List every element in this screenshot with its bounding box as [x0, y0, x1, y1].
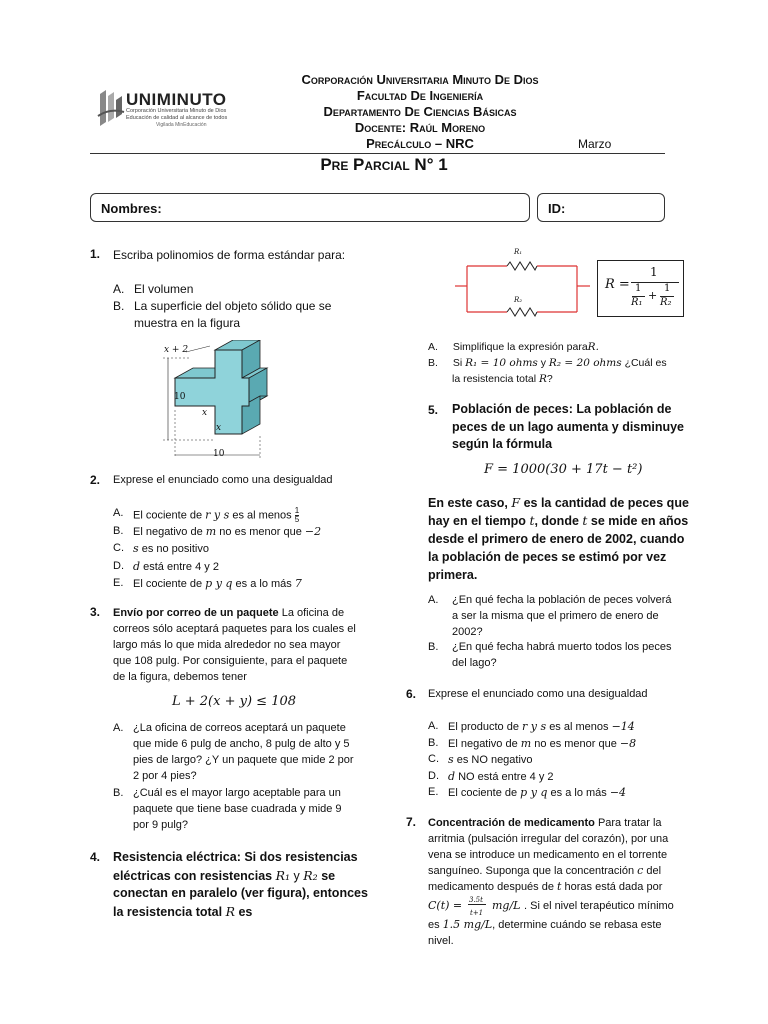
option-letter: E.: [428, 786, 439, 798]
q5-title: Población de peces:: [452, 402, 573, 416]
q3-line3: largo más lo que mida alrededor no sea mayor: [113, 639, 341, 651]
q4-r1: R₁: [275, 867, 291, 883]
q7-paragraph: [428, 815, 674, 949]
university-name: Corporación Universitaria Minuto De Dios: [301, 72, 539, 87]
option-value: −8: [619, 736, 637, 750]
option-frac-den: 5: [294, 515, 300, 524]
q5-t1: t: [529, 513, 535, 528]
q1-option-a-letter: A.: [113, 282, 125, 296]
q7-l8: . Si el nivel terapéutico mínimo: [524, 900, 674, 912]
option-post: no es menor que: [219, 525, 302, 538]
option-value: −4: [609, 786, 627, 799]
q7-l5: del: [646, 865, 662, 877]
option-pre: El negativo de: [448, 737, 518, 750]
logo-brand: UNIMINUTO: [126, 90, 227, 109]
q4-option-b-line2: [452, 371, 553, 387]
logo-line3: Vigilada MinEducación: [156, 122, 207, 128]
q4-line1: Resistencia eléctrica: Si dos resistencias: [113, 850, 358, 864]
q4-option-a: [428, 339, 599, 355]
teacher-name: Docente: Raúl Moreno: [354, 120, 486, 135]
option-pre: El cociente de: [448, 787, 518, 799]
q7-l3: vena se introduce un medicamento en el torrente: [428, 849, 668, 861]
option-var: s: [133, 542, 139, 555]
q2-option-a: [113, 506, 300, 524]
q5-paragraph: [452, 401, 684, 454]
q5-para-7: la población de peces se estimó por vez: [428, 550, 667, 564]
resistance-formula-box: [597, 260, 684, 317]
figure-label-height: 10: [174, 392, 186, 402]
q5-option-a-letter: A.: [428, 594, 439, 606]
q5-option-b-letter: B.: [428, 641, 439, 653]
q2-option-c: [113, 542, 209, 555]
q5-number: 5.: [428, 403, 439, 417]
q4-y: y: [293, 868, 300, 883]
option-letter: D.: [113, 559, 124, 572]
circuit-label-r1: R₁: [514, 248, 523, 256]
q7-title: Concentración de medicamento: [428, 817, 595, 829]
option-letter: B.: [113, 524, 124, 537]
university-logo: [96, 86, 258, 130]
q1-option-a: El volumen: [134, 282, 194, 296]
option-letter: D.: [428, 769, 439, 782]
formula-d1: 1: [635, 283, 642, 294]
q5-t2: t: [582, 513, 588, 528]
q5-a-line2: a ser la misma que el primero de enero de: [452, 610, 659, 622]
q4-line2: eléctricas con resistencias: [113, 868, 273, 883]
option-value: −14: [611, 720, 635, 733]
q7-l4: sanguíneo. Suponga que la concentración: [428, 865, 635, 877]
option-pre: El cociente de: [133, 509, 203, 522]
option-value: −2: [304, 524, 322, 538]
q7-l11: nivel.: [428, 935, 454, 947]
q7-c: c: [637, 864, 644, 877]
q4-option-b: [428, 355, 667, 371]
q3-option-a-letter: A.: [113, 722, 124, 734]
q7-l6: medicamento después de: [428, 881, 554, 893]
q2-option-e: [113, 577, 302, 590]
logo-emblem-icon: [96, 86, 126, 130]
circuit-label-r2: R₂: [514, 296, 523, 304]
q3-formula: L + 2(x + y) ≤ 108: [172, 694, 297, 709]
option-post: es al menos: [549, 721, 609, 733]
q2-option-d: [113, 559, 219, 573]
q1-option-b: La superficie del objeto sólido que se: [134, 299, 332, 313]
q5-para-3: hay en el tiempo: [428, 514, 526, 528]
figure-label-top: x + 2: [164, 345, 189, 355]
resistor-r2-icon: [507, 308, 537, 316]
q4-b-m1: R₁ = 10 ohms: [465, 357, 538, 369]
q4-R: R: [225, 903, 235, 919]
q5-formula: F = 1000(30 + 17t − t²): [484, 462, 643, 477]
q3-line1: La oficina de: [281, 607, 345, 619]
q4-b-post: ¿Cuál es: [624, 357, 667, 369]
q2-option-b: [113, 524, 322, 538]
name-field[interactable]: [90, 193, 530, 222]
q3-paragraph: [113, 605, 363, 685]
q3-a-line2: que mide 6 pulg de ancho, 8 pulg de alto y 5: [133, 738, 350, 750]
q4-a-text: Simplifique la expresión para: [452, 341, 588, 353]
q7-l9: es: [428, 919, 440, 931]
q6-option-c: [428, 753, 533, 766]
id-label: ID:: [548, 201, 566, 216]
q3-option-b-letter: B.: [113, 787, 124, 799]
q5-b-line1: ¿En qué fecha habrá muerto todos los peces: [452, 641, 672, 653]
formula-plus: +: [648, 289, 658, 302]
q6-option-e: [428, 786, 627, 799]
page-title: Pre Parcial N° 1: [320, 155, 448, 174]
q4-paragraph: [113, 849, 368, 921]
q5-line2: peces de un lago aumenta y disminuye: [452, 419, 685, 434]
option-var: r y s: [522, 720, 547, 733]
q7-l10: , determine cuándo se rebasa este: [492, 919, 662, 931]
option-var: r y s: [205, 508, 230, 522]
q4-b2-post: ?: [546, 373, 553, 385]
figure-label-inner1: x: [202, 408, 208, 418]
option-var: d: [133, 559, 141, 573]
q6-number: 6.: [406, 687, 417, 701]
formula-r1: R₁: [631, 297, 643, 308]
q2-number: 2.: [90, 473, 101, 487]
option-letter: A.: [428, 720, 439, 732]
q3-title: Envío por correo de un paquete: [113, 607, 279, 619]
option-letter: C.: [428, 753, 439, 765]
option-letter: B.: [428, 736, 439, 749]
q3-a-line3: pies de largo? ¿Y un paquete que mide 2 por: [133, 754, 354, 766]
formula-lhs: R =: [605, 277, 630, 292]
q3-b-line2: paquete que tiene base cuadrada y mide 9: [133, 803, 342, 815]
q3-b-line3: por 9 pulg?: [133, 819, 189, 831]
q3-a-line1: ¿La oficina de correos aceptará un paquete: [133, 722, 346, 734]
q5-para-2: es la cantidad de peces que: [523, 496, 689, 510]
q3-line5: de la figura, debemos tener: [113, 671, 247, 683]
q5-para-6: desde el primero de enero de 2002, cuando: [428, 532, 685, 546]
q7-frac-den: t+1: [470, 909, 484, 917]
option-var: m: [520, 736, 532, 750]
option-var: p y q: [520, 786, 548, 799]
option-letter: C.: [113, 542, 124, 554]
option-pre: El producto de: [448, 721, 519, 733]
option-post: es a lo más: [550, 787, 607, 799]
option-letter: E.: [113, 577, 124, 589]
id-field[interactable]: [537, 193, 665, 222]
q3-b-line1: ¿Cuál es el mayor largo aceptable para un: [133, 787, 341, 799]
q5-para-5: se mide en años: [590, 514, 689, 528]
q6-option-a: [428, 720, 635, 733]
q1-number: 1.: [90, 247, 101, 261]
q4-line4: la resistencia total: [113, 904, 223, 919]
q4-b-y: y: [540, 357, 546, 369]
q5-a-line3: 2002?: [452, 626, 483, 638]
option-post: no es menor que: [534, 737, 617, 750]
q1-option-b-letter: B.: [113, 299, 125, 313]
figure-label-width: 10: [213, 449, 225, 459]
option-frac-num: 1: [294, 506, 300, 515]
month-label: Marzo: [578, 137, 612, 151]
q5-explanation: [428, 494, 689, 584]
q4-option-a-letter: A.: [428, 341, 438, 353]
option-pre: El cociente de: [133, 578, 203, 590]
parallel-circuit-diagram: [455, 248, 590, 323]
q3-line2: correos sólo aceptará paquetes para los cuales el: [113, 623, 356, 635]
q7-t: t: [557, 880, 562, 893]
q5-para-1: En este caso,: [428, 496, 508, 510]
q4-b-m2: R₂ = 20 ohms: [548, 357, 622, 369]
option-pre: El negativo de: [133, 525, 203, 538]
q4-number: 4.: [90, 850, 101, 864]
q7-number: 7.: [406, 815, 417, 829]
q4-option-b-letter: B.: [428, 357, 438, 369]
q7-l1: Para tratar la: [597, 817, 662, 829]
option-var: m: [205, 524, 217, 538]
option-var: p y q: [205, 577, 233, 590]
option-var: d: [448, 769, 456, 783]
faculty-name: Facultad De Ingeniería: [356, 88, 484, 103]
q7-l2: arritmia (pulsación irregular del corazón), por una: [428, 833, 669, 845]
q5-b-line2: del lago?: [452, 657, 497, 669]
formula-d2: 1: [664, 283, 671, 294]
option-letter: A.: [113, 507, 124, 519]
option-post: es a lo más: [235, 578, 292, 590]
q4-line3: conectan en paralelo (ver figura), entonces: [113, 886, 368, 900]
q4-r2: R₂: [303, 867, 318, 883]
q4-b-pre: Si: [452, 357, 463, 369]
q4-es: es: [238, 904, 253, 919]
q3-line4: que 108 pulg. Por consiguiente, para el paquete: [113, 655, 348, 667]
option-value: 7: [294, 577, 302, 590]
option-post: es no positivo: [141, 543, 209, 555]
q7-l7: horas está dada por: [564, 881, 663, 893]
course-name: Precálculo – NRC: [366, 136, 474, 151]
q7-unit: mg/L: [492, 899, 521, 912]
q6-option-b: [428, 736, 637, 750]
option-post: es al menos: [232, 509, 292, 522]
option-post: NO está entre 4 y 2: [458, 770, 554, 783]
resistor-r1-icon: [507, 262, 537, 270]
q5-para-8: primera.: [428, 568, 478, 582]
q7-frac-num: 3.5t: [469, 896, 483, 904]
q5-a-line1: ¿En qué fecha la población de peces volverá: [452, 594, 672, 606]
q4-b2-m: R: [538, 373, 547, 385]
q5-line3: según la fórmula: [452, 437, 553, 451]
logo-line1: Corporación Universitaria Minuto de Dios: [126, 108, 227, 114]
formula-numerator: 1: [650, 265, 658, 279]
q3-number: 3.: [90, 605, 101, 619]
q7-ct: C(t) =: [428, 899, 463, 912]
q2-text: Exprese el enunciado como una desigualdad: [113, 474, 333, 486]
option-post: está entre 4 y 2: [143, 560, 219, 573]
q5-line1: La población de: [576, 402, 672, 416]
header-divider: [90, 153, 665, 154]
option-var: s: [448, 753, 454, 766]
q5-F: F: [511, 495, 521, 510]
q1-text: Escriba polinomios de forma estándar para:: [113, 248, 346, 262]
formula-r2: R₂: [660, 297, 672, 308]
logo-line2: Educación de calidad al alcance de todos: [126, 115, 228, 121]
figure-label-inner2: x: [216, 423, 222, 433]
department-name: Departamento De Ciencias Básicas: [323, 104, 517, 119]
q4-a-math: R.: [587, 341, 599, 353]
q6-text: Exprese el enunciado como una desigualdad: [428, 688, 648, 700]
q4-se: se: [321, 868, 336, 883]
q7-level: 1.5 mg/L: [442, 918, 493, 931]
q4-b2-pre: la resistencia total: [452, 373, 537, 385]
q5-para-4: , donde: [534, 514, 579, 528]
option-post: es NO negativo: [456, 754, 533, 766]
q6-option-d: [428, 769, 554, 783]
name-label: Nombres:: [101, 201, 162, 216]
q1-option-b-line2: muestra en la figura: [134, 316, 241, 330]
q3-a-line4: 2 por 4 pies?: [133, 770, 197, 782]
